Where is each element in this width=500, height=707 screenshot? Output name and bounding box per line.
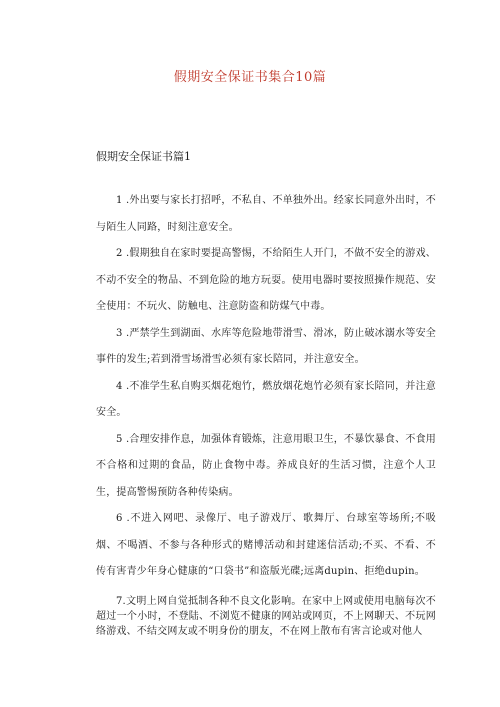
paragraph-1: 1 .外出要与家长打招呼，不私自、不单独外出。经家长同意外出时，不与陌生人同路，时刻注意安全。 [96,195,436,233]
paragraph-4: 4 .不准学生私自购买烟花炮竹，燃放烟花炮竹必须有家长陪同，并注意安全。 [96,380,436,418]
paragraph-7: 7.文明上网自觉抵制各种不良文化影响。在家中上网或使用电脑每次不超过一个小时，不登陆、不浏览不健康的网站或网页，不上网聊天、不玩网络游戏、不结交网友或不明身份的朋友，不在网上散布有害言论或对他人 [96,595,436,637]
paragraph-2: 2 .假期独自在家时要提高警惕，不给陌生人开门，不做不安全的游戏、不动不安全的物品、不到危险的地方玩耍。使用电器时要按照操作规范、安全使用：不玩火、防触电、注意防盗和防煤气中毒。 [96,248,436,312]
paragraph-6: 6 .不进入网吧、录像厅、电子游戏厅、歌舞厅、台球室等场所;不吸烟、不喝酒、不参与各种形式的赌博活动和封建迷信活动;不买、不看、不传有害青少年身心健康的“口袋书”和盗版光碟;远离dupin、拒绝dupin。 [96,513,436,577]
document-title: 假期安全保证书集合10篇 [173,70,327,85]
section-heading: 假期安全保证书篇1 [96,150,191,163]
paragraph-3: 3 .严禁学生到湖面、水库等危险地带滑雪、滑冰，防止破冰溺水等安全事件的发生;若到滑雪场滑雪必须有家长陪同，并注意安全。 [96,327,436,365]
document-body [96,188,436,639]
paragraph-5: 5 .合理安排作息，加强体育锻炼，注意用眼卫生，不暴饮暴食、不食用不合格和过期的食品，防止食物中毒。养成良好的生活习惯，注意个人卫生，提高警惕预防各种传染病。 [96,433,436,498]
